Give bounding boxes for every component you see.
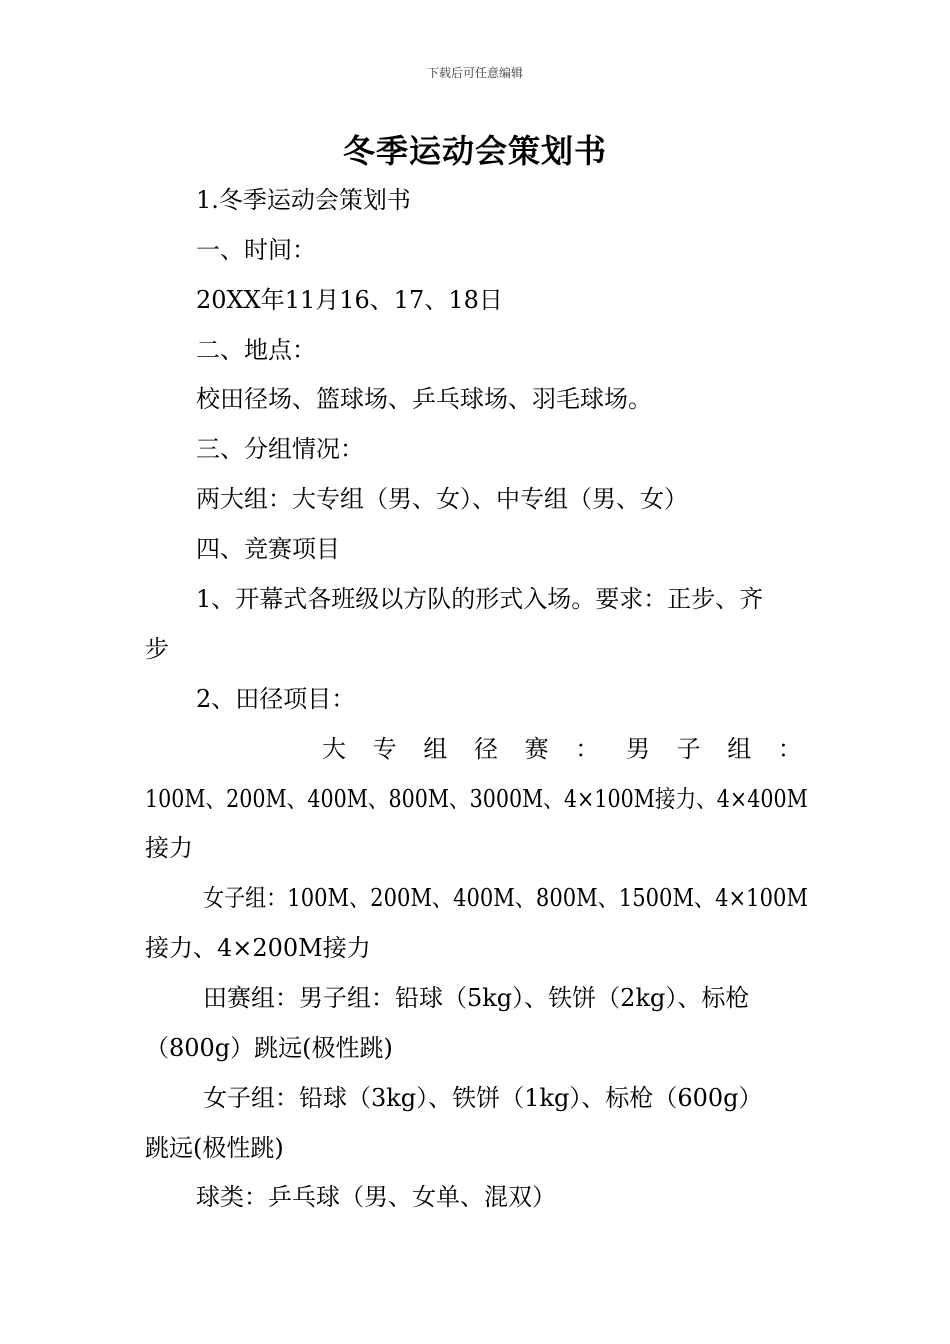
heading-char: 径 [473, 735, 498, 763]
body-line: 女子组：100M、200M、400M、800M、1500M、4×100M [203, 884, 808, 912]
body-line: 一、时间： [196, 236, 316, 264]
body-line: 跳远(极性跳) [145, 1134, 284, 1162]
heading-char: 组 [423, 735, 448, 763]
body-line: 校田径场、篮球场、乒乓球场、羽毛球场。 [196, 385, 652, 413]
body-line: 二、地点： [196, 336, 316, 364]
spaced-heading [322, 734, 802, 764]
body-line: 田赛组：男子组：铅球（5kg）、铁饼（2kg）、标枪 [203, 984, 750, 1012]
body-line: 接力 [145, 834, 193, 862]
body-line: 女子组：铅球（3kg）、铁饼（1kg）、标枪（600g） [203, 1084, 763, 1112]
header-note: 下载后可任意编辑 [426, 66, 523, 80]
heading-char: 专 [372, 735, 397, 763]
body-line: 1.冬季运动会策划书 [196, 186, 411, 214]
document-title: 冬季运动会策划书 [342, 132, 607, 170]
body-line: 100M、200M、400M、800M、3000M、4×100M接力、4×400M [145, 785, 808, 813]
heading-char: ： [575, 735, 600, 763]
body-line: 步 [145, 635, 169, 663]
heading-char: 赛 [524, 735, 549, 763]
body-line: 两大组：大专组（男、女）、中专组（男、女） [196, 485, 688, 513]
body-line: 接力、4×200M接力 [145, 934, 371, 962]
heading-char: 组 [727, 735, 752, 763]
body-line: 三、分组情况： [196, 435, 364, 463]
heading-char: 大 [322, 735, 346, 763]
body-line: 球类：乒乓球（男、女单、混双） [196, 1183, 556, 1211]
body-line: 四、竞赛项目 [196, 535, 340, 563]
body-line: 20XX年11月16、17、18日 [196, 286, 503, 314]
body-line: 1、开幕式各班级以方队的形式入场。要求：正步、齐 [196, 585, 764, 613]
body-line: （800g）跳远(极性跳) [145, 1034, 393, 1062]
heading-char: ： [777, 735, 802, 763]
heading-char: 子 [676, 735, 701, 763]
heading-char: 男 [625, 735, 650, 763]
body-line: 2、田径项目： [196, 685, 356, 713]
